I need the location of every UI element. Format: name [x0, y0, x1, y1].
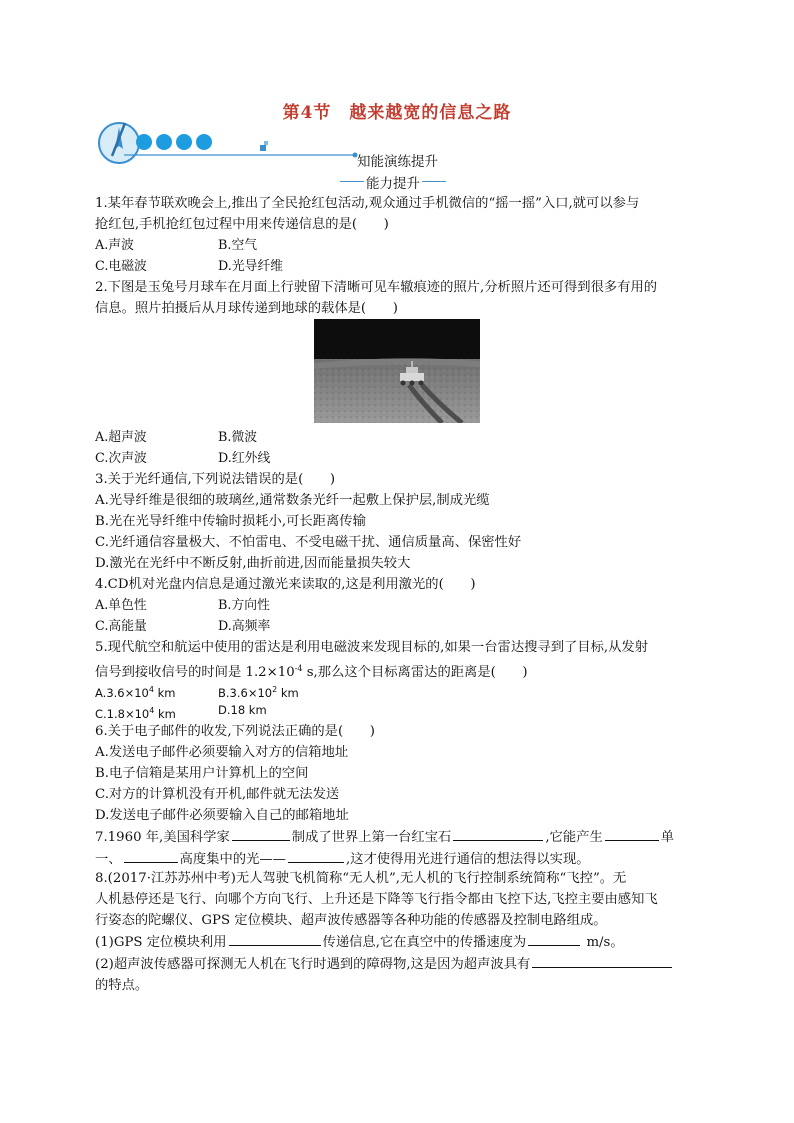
- q1-option-d: D.光导纤维: [218, 259, 284, 274]
- dot-icon: [156, 134, 172, 150]
- question-7: 7.1960 年,美国科学家 制成了世界上第一台红宝石 ,它能产生 单 一、 高度集中的光—— ,这才使得用光进行通信的想法得以实现。: [95, 826, 701, 870]
- answer-blank[interactable]: [605, 826, 659, 841]
- answer-blank[interactable]: [229, 931, 321, 946]
- question-8: 8.(2017·江苏苏州中考)无人驾驶飞机简称“无人机”,无人机的飞行控制系统简称“飞控”。无 人机悬停还是飞行、向哪个方向飞行、上升还是下降等飞行指令都由飞控下达,飞控主要由感知飞 行姿态的陀螺仪、GPS 定位模块、超声波传感器等各种功能的传感器及控制电路组成。 (1)GPS 定位模块利用 传递信息,它在真空中的传播速度为 m/s。 (2)超声波传感器可探测无人机在飞行时遇到的障碍物,这是因为超声波具有 的特点。: [95, 868, 701, 996]
- question-4: 4.CD机对光盘内信息是通过激光来读取的,这是利用激光的( ): [95, 577, 476, 592]
- q6-option-d: D.发送电子邮件必须要输入自己的邮箱地址: [95, 808, 349, 823]
- question-6: 6.关于电子邮件的收发,下列说法正确的是( ) A.发送电子邮件必须要输入对方的信箱地址 B.电子信箱是某用户计算机上的空间 C.对方的计算机没有开机,邮件就无法发送 D.发送电子邮件必须要输入自己的邮箱地址: [95, 721, 701, 826]
- dot-icon: [176, 134, 192, 150]
- dot-icon: [136, 134, 152, 150]
- question-3: 3.关于光纤通信,下列说法错误的是( ) A.光导纤维是很细的玻璃丝,通常数条光纤一起敷上保护层,制成光缆 B.光在光导纤维中传输时损耗小,可长距离传输 C.光纤通信容量极大、不怕雷电、不受电磁干扰、通信质量高、保密性好 D.激光在光纤中不断反射,曲折前进,因而能量损失较大: [95, 469, 701, 574]
- q3-option-c: C.光纤通信容量极大、不怕雷电、不受电磁干扰、通信质量高、保密性好: [95, 535, 522, 550]
- q5-option-b: $B.3.6\times 10^2$ km: [218, 685, 299, 700]
- dot-icon: [196, 134, 212, 150]
- q2-option-a: A.超声波: [95, 430, 147, 445]
- q5-option-c: $C.1.8\times 10^4$ km: [95, 706, 176, 721]
- q4-option-b: B.方向性: [218, 598, 270, 613]
- q1-option-c: C.电磁波: [95, 259, 147, 274]
- q5-option-d: D.18 km: [218, 703, 267, 717]
- question-1: 1.某年春节联欢晚会上,推出了全民抢红包活动,观众通过手机微信的“摇一摇”入口,就可以参与 抢红包,手机抢红包过程中用来传递信息的是( ): [95, 196, 640, 232]
- question-5: 5.现代航空和航运中使用的雷达是利用电磁波来发现目标的,如果一台雷达搜寻到了目标,从发射 信号到接收信号的时间是 $1.2\times 10^{-4}$ s,那么这个目标离雷达的距离是( ): [95, 640, 649, 680]
- q6-option-a: A.发送电子邮件必须要输入对方的信箱地址: [95, 745, 349, 760]
- q1-option-a: A.声波: [95, 238, 134, 253]
- question-2: 2.下图是玉兔号月球车在月面上行驶留下清晰可见车辙痕迹的照片,分析照片还可得到很多有用的 信息。照片拍摄后从月球传递到地球的载体是( ): [95, 280, 658, 316]
- answer-blank[interactable]: [453, 826, 543, 841]
- q8-sub-2: (2)超声波传感器可探测无人机在飞行时遇到的障碍物,这是因为超声波具有: [95, 953, 701, 975]
- q8-sub-1: (1)GPS 定位模块利用 传递信息,它在真空中的传播速度为 m/s。: [95, 931, 701, 953]
- moon-rover-photo: [314, 319, 480, 423]
- answer-blank[interactable]: [528, 931, 580, 946]
- q3-option-d: D.激光在光纤中不断反射,曲折前进,因而能量损失较大: [95, 556, 411, 571]
- answer-blank[interactable]: [288, 848, 344, 863]
- q6-option-b: B.电子信箱是某用户计算机上的空间: [95, 766, 309, 781]
- section-practice: 知能演练提升: [357, 154, 438, 170]
- q3-option-b: B.光在光导纤维中传输时损耗小,可长距离传输: [95, 514, 366, 529]
- answer-blank[interactable]: [232, 826, 290, 841]
- page-title: 第4节 越来越宽的信息之路: [282, 103, 512, 123]
- q1-option-b: B.空气: [218, 238, 258, 253]
- q5-option-a: $A.3.6\times 10^4$ km: [95, 685, 176, 700]
- q6-option-c: C.对方的计算机没有开机,邮件就无法发送: [95, 787, 340, 802]
- q2-option-c: C.次声波: [95, 451, 147, 466]
- section-ability: 能力提升: [346, 172, 440, 192]
- q4-option-a: A.单色性: [95, 598, 147, 613]
- q4-option-d: D.高频率: [218, 619, 271, 634]
- q4-option-c: C.高能量: [95, 619, 147, 634]
- q2-option-b: B.微波: [218, 430, 258, 445]
- answer-blank[interactable]: [532, 953, 672, 968]
- q3-option-a: A.光导纤维是很细的玻璃丝,通常数条光纤一起敷上保护层,制成光缆: [95, 493, 490, 508]
- answer-blank[interactable]: [124, 848, 178, 863]
- q2-option-d: D.红外线: [218, 451, 271, 466]
